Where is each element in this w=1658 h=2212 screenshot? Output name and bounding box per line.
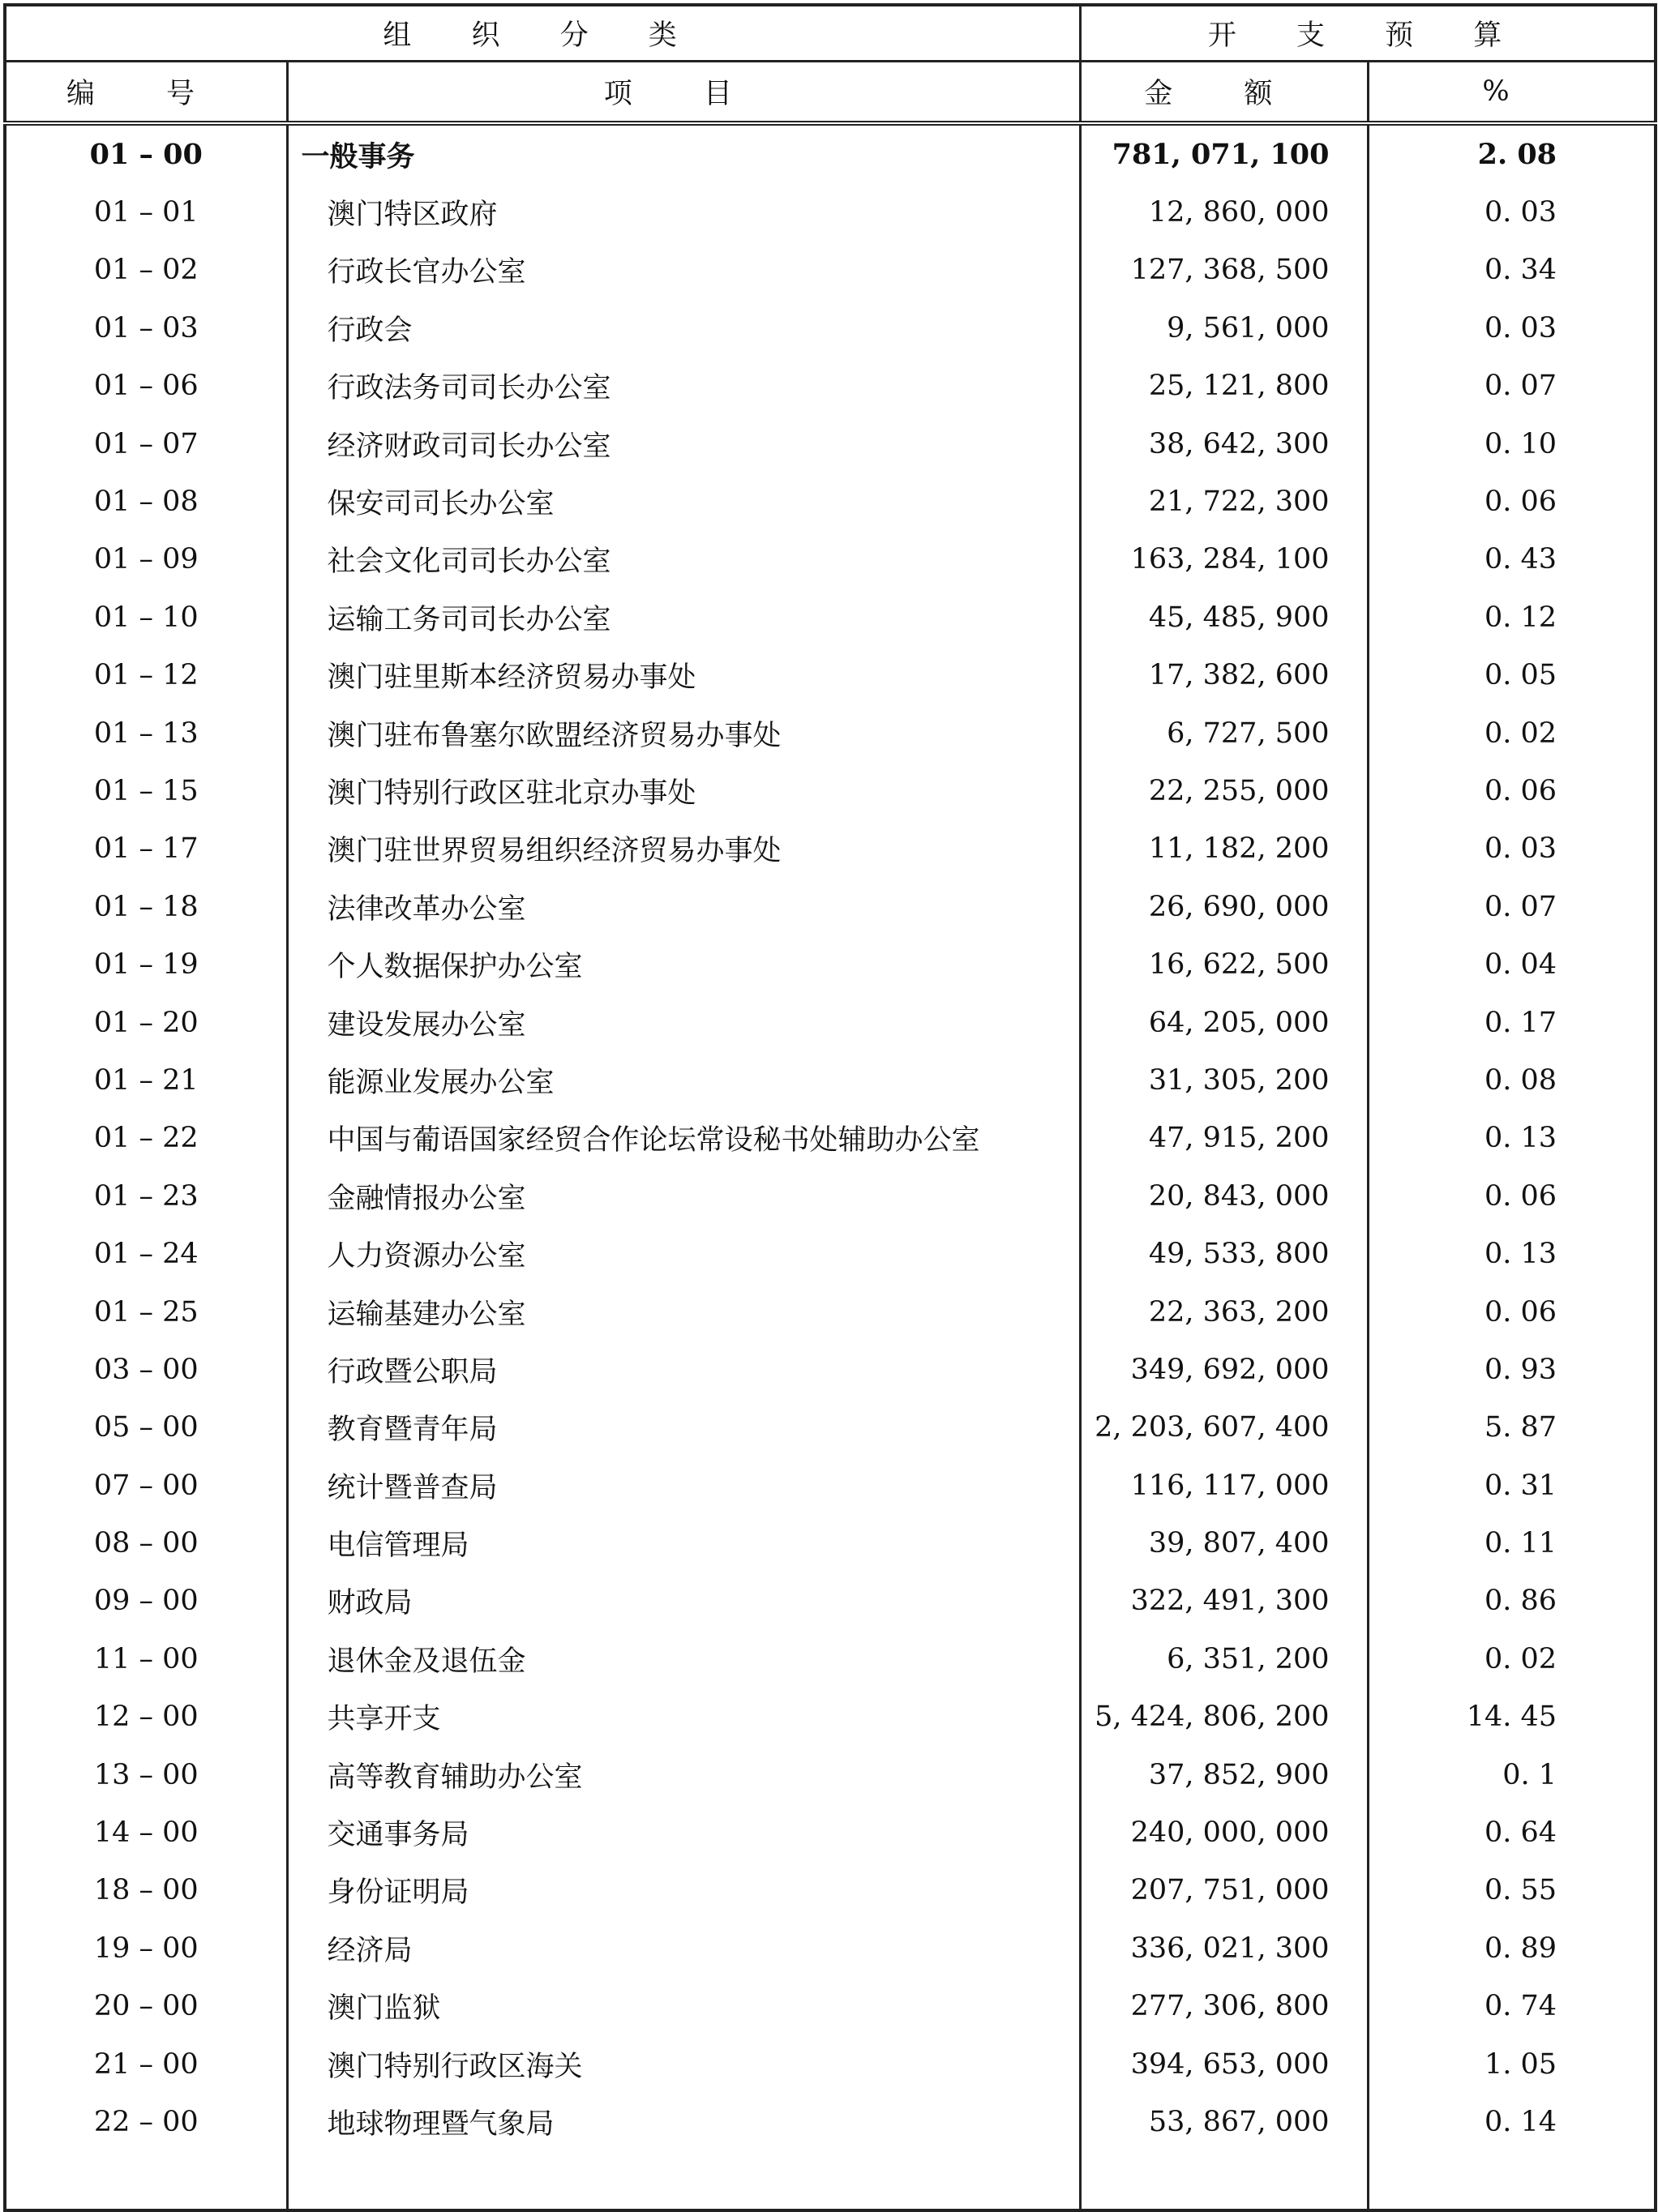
row-item: 电信管理局 — [287, 1514, 1080, 1572]
row-amount: 6, 351, 200 — [1080, 1630, 1368, 1688]
row-item: 一般事务 — [287, 123, 1080, 183]
table-row — [5, 2035, 1656, 2093]
row-percent — [1368, 2151, 1656, 2210]
table-row — [5, 299, 1656, 357]
row-code: 18 – 00 — [5, 1862, 287, 1919]
table-row — [5, 415, 1656, 473]
row-percent: 0. 14 — [1368, 2093, 1656, 2150]
row-percent: 0. 64 — [1368, 1803, 1656, 1861]
row-code: 01 – 00 — [5, 123, 287, 183]
row-item: 建设发展办公室 — [287, 994, 1080, 1051]
row-amount: 39, 807, 400 — [1080, 1514, 1368, 1572]
row-percent: 0. 17 — [1368, 994, 1656, 1051]
table-row — [5, 1051, 1656, 1109]
header-column-row — [5, 62, 1656, 124]
row-amount: 17, 382, 600 — [1080, 647, 1368, 704]
row-percent: 2. 08 — [1368, 123, 1656, 183]
row-item: 经济局 — [287, 1919, 1080, 1977]
row-item: 澳门驻布鲁塞尔欧盟经济贸易办事处 — [287, 704, 1080, 762]
row-percent: 0. 13 — [1368, 1225, 1656, 1282]
table-row — [5, 1225, 1656, 1282]
table-row — [5, 123, 1656, 183]
row-percent: 5. 87 — [1368, 1399, 1656, 1457]
row-code: 01 – 10 — [5, 588, 287, 646]
row-amount: 64, 205, 000 — [1080, 994, 1368, 1051]
table-row — [5, 1572, 1656, 1630]
table-row — [5, 242, 1656, 299]
row-code: 07 – 00 — [5, 1457, 287, 1514]
row-item: 经济财政司司长办公室 — [287, 415, 1080, 473]
row-item: 财政局 — [287, 1572, 1080, 1630]
row-item: 金融情报办公室 — [287, 1167, 1080, 1225]
row-amount: 207, 751, 000 — [1080, 1862, 1368, 1919]
table-row — [5, 357, 1656, 415]
row-code: 01 – 23 — [5, 1167, 287, 1225]
row-item — [287, 2151, 1080, 2210]
table-row — [5, 1399, 1656, 1457]
row-code: 01 – 08 — [5, 473, 287, 530]
row-item: 澳门监狱 — [287, 1978, 1080, 2035]
row-amount: 6, 727, 500 — [1080, 704, 1368, 762]
table-row — [5, 820, 1656, 878]
row-amount: 21, 722, 300 — [1080, 473, 1368, 530]
row-percent: 0. 13 — [1368, 1110, 1656, 1167]
table-row — [5, 1341, 1656, 1398]
row-code: 01 – 20 — [5, 994, 287, 1051]
row-code: 01 – 24 — [5, 1225, 287, 1282]
row-item: 澳门特区政府 — [287, 183, 1080, 241]
table-row — [5, 531, 1656, 588]
row-amount: 116, 117, 000 — [1080, 1457, 1368, 1514]
row-amount: 22, 363, 200 — [1080, 1283, 1368, 1341]
row-item: 能源业发展办公室 — [287, 1051, 1080, 1109]
row-percent: 0. 89 — [1368, 1919, 1656, 1977]
table-row — [5, 1919, 1656, 1977]
row-percent: 0. 04 — [1368, 935, 1656, 993]
row-code: 01 – 07 — [5, 415, 287, 473]
row-percent: 0. 86 — [1368, 1572, 1656, 1630]
row-code: 09 – 00 — [5, 1572, 287, 1630]
row-item: 人力资源办公室 — [287, 1225, 1080, 1282]
row-amount: 26, 690, 000 — [1080, 878, 1368, 935]
row-code: 01 – 03 — [5, 299, 287, 357]
table-row — [5, 2093, 1656, 2150]
expenditure-budget-header: 开 支 预 算 — [1080, 5, 1656, 62]
row-percent: 0. 74 — [1368, 1978, 1656, 2035]
row-amount: 240, 000, 000 — [1080, 1803, 1368, 1861]
row-item: 法律改革办公室 — [287, 878, 1080, 935]
row-percent: 0. 93 — [1368, 1341, 1656, 1398]
row-item: 身份证明局 — [287, 1862, 1080, 1919]
row-code: 01 – 19 — [5, 935, 287, 993]
row-code: 01 – 02 — [5, 242, 287, 299]
table-row — [5, 183, 1656, 241]
row-percent: 0. 06 — [1368, 1167, 1656, 1225]
row-percent: 0. 03 — [1368, 299, 1656, 357]
row-code: 01 – 15 — [5, 762, 287, 819]
row-code: 11 – 00 — [5, 1630, 287, 1688]
row-item: 运输工务司司长办公室 — [287, 588, 1080, 646]
table-row — [5, 1746, 1656, 1803]
row-percent: 0. 11 — [1368, 1514, 1656, 1572]
table-row — [5, 1457, 1656, 1514]
row-item: 澳门驻里斯本经济贸易办事处 — [287, 647, 1080, 704]
percent-column-header: % — [1368, 62, 1656, 124]
table-row — [5, 588, 1656, 646]
table-row — [5, 994, 1656, 1051]
row-item: 运输基建办公室 — [287, 1283, 1080, 1341]
table-row — [5, 1110, 1656, 1167]
row-code: 21 – 00 — [5, 2035, 287, 2093]
row-code: 22 – 00 — [5, 2093, 287, 2150]
row-amount: 47, 915, 200 — [1080, 1110, 1368, 1167]
row-amount: 20, 843, 000 — [1080, 1167, 1368, 1225]
table-row — [5, 1978, 1656, 2035]
row-percent: 1. 05 — [1368, 2035, 1656, 2093]
row-percent: 0. 02 — [1368, 704, 1656, 762]
row-code: 01 – 13 — [5, 704, 287, 762]
row-item: 退休金及退伍金 — [287, 1630, 1080, 1688]
row-item: 地球物理暨气象局 — [287, 2093, 1080, 2150]
header-group-row — [5, 5, 1656, 62]
row-code: 01 – 01 — [5, 183, 287, 241]
row-percent: 0. 06 — [1368, 762, 1656, 819]
row-amount: 25, 121, 800 — [1080, 357, 1368, 415]
row-amount: 49, 533, 800 — [1080, 1225, 1368, 1282]
row-code: 13 – 00 — [5, 1746, 287, 1803]
row-amount: 9, 561, 000 — [1080, 299, 1368, 357]
row-percent: 0. 12 — [1368, 588, 1656, 646]
row-code: 01 – 17 — [5, 820, 287, 878]
row-item: 高等教育辅助办公室 — [287, 1746, 1080, 1803]
table-row — [5, 762, 1656, 819]
row-percent: 0. 34 — [1368, 242, 1656, 299]
row-amount: 37, 852, 900 — [1080, 1746, 1368, 1803]
row-amount: 45, 485, 900 — [1080, 588, 1368, 646]
row-amount: 16, 622, 500 — [1080, 935, 1368, 993]
row-code: 01 – 22 — [5, 1110, 287, 1167]
row-code: 01 – 09 — [5, 531, 287, 588]
row-percent: 0. 03 — [1368, 820, 1656, 878]
code-column-header: 编 号 — [5, 62, 287, 124]
row-item: 教育暨青年局 — [287, 1399, 1080, 1457]
row-percent: 0. 07 — [1368, 357, 1656, 415]
row-item: 行政法务司司长办公室 — [287, 357, 1080, 415]
table-row — [5, 1283, 1656, 1341]
row-amount — [1080, 2151, 1368, 2210]
budget-table — [3, 3, 1657, 2212]
row-amount: 394, 653, 000 — [1080, 2035, 1368, 2093]
row-item: 统计暨普查局 — [287, 1457, 1080, 1514]
table-row — [5, 1688, 1656, 1746]
row-code: 08 – 00 — [5, 1514, 287, 1572]
row-amount: 53, 867, 000 — [1080, 2093, 1368, 2150]
row-code: 01 – 06 — [5, 357, 287, 415]
amount-column-header: 金 额 — [1080, 62, 1368, 124]
row-item: 行政长官办公室 — [287, 242, 1080, 299]
row-item: 澳门特别行政区海关 — [287, 2035, 1080, 2093]
row-item: 共享开支 — [287, 1688, 1080, 1746]
row-code: 05 – 00 — [5, 1399, 287, 1457]
row-item: 交通事务局 — [287, 1803, 1080, 1861]
table-row — [5, 1514, 1656, 1572]
row-percent: 0. 02 — [1368, 1630, 1656, 1688]
organization-classification-header: 组 织 分 类 — [5, 5, 1080, 62]
row-amount: 322, 491, 300 — [1080, 1572, 1368, 1630]
row-code — [5, 2151, 287, 2210]
row-percent: 0. 03 — [1368, 183, 1656, 241]
row-amount: 781, 071, 100 — [1080, 123, 1368, 183]
table-row — [5, 878, 1656, 935]
row-percent: 0. 08 — [1368, 1051, 1656, 1109]
row-code: 01 – 12 — [5, 647, 287, 704]
row-code: 03 – 00 — [5, 1341, 287, 1398]
row-percent: 0. 43 — [1368, 531, 1656, 588]
row-amount: 11, 182, 200 — [1080, 820, 1368, 878]
row-code: 14 – 00 — [5, 1803, 287, 1861]
row-item: 保安司司长办公室 — [287, 473, 1080, 530]
row-amount: 336, 021, 300 — [1080, 1919, 1368, 1977]
row-amount: 22, 255, 000 — [1080, 762, 1368, 819]
row-item: 中国与葡语国家经贸合作论坛常设秘书处辅助办公室 — [287, 1110, 1080, 1167]
row-amount: 277, 306, 800 — [1080, 1978, 1368, 2035]
row-amount: 5, 424, 806, 200 — [1080, 1688, 1368, 1746]
row-item: 社会文化司司长办公室 — [287, 531, 1080, 588]
table-row — [5, 935, 1656, 993]
table-body — [5, 123, 1656, 2210]
row-percent: 0. 07 — [1368, 878, 1656, 935]
row-item: 澳门特别行政区驻北京办事处 — [287, 762, 1080, 819]
row-amount: 31, 305, 200 — [1080, 1051, 1368, 1109]
row-code: 19 – 00 — [5, 1919, 287, 1977]
row-code: 01 – 18 — [5, 878, 287, 935]
table-row — [5, 704, 1656, 762]
row-amount: 12, 860, 000 — [1080, 183, 1368, 241]
row-percent: 0. 05 — [1368, 647, 1656, 704]
table-row — [5, 1630, 1656, 1688]
table-row — [5, 2151, 1656, 2210]
row-percent: 0. 06 — [1368, 1283, 1656, 1341]
row-code: 12 – 00 — [5, 1688, 287, 1746]
item-column-header: 项 目 — [287, 62, 1080, 124]
row-item: 个人数据保护办公室 — [287, 935, 1080, 993]
table-row — [5, 1803, 1656, 1861]
table-row — [5, 473, 1656, 530]
row-code: 01 – 25 — [5, 1283, 287, 1341]
row-percent: 0. 10 — [1368, 415, 1656, 473]
row-code: 01 – 21 — [5, 1051, 287, 1109]
row-percent: 0. 55 — [1368, 1862, 1656, 1919]
row-item: 行政会 — [287, 299, 1080, 357]
row-amount: 2, 203, 607, 400 — [1080, 1399, 1368, 1457]
row-amount: 163, 284, 100 — [1080, 531, 1368, 588]
row-code: 20 – 00 — [5, 1978, 287, 2035]
row-percent: 0. 06 — [1368, 473, 1656, 530]
table-row — [5, 647, 1656, 704]
row-amount: 38, 642, 300 — [1080, 415, 1368, 473]
row-amount: 349, 692, 000 — [1080, 1341, 1368, 1398]
row-percent: 14. 45 — [1368, 1688, 1656, 1746]
row-percent: 0. 31 — [1368, 1457, 1656, 1514]
table-row — [5, 1862, 1656, 1919]
table-row — [5, 1167, 1656, 1225]
row-amount: 127, 368, 500 — [1080, 242, 1368, 299]
row-item: 澳门驻世界贸易组织经济贸易办事处 — [287, 820, 1080, 878]
row-item: 行政暨公职局 — [287, 1341, 1080, 1398]
row-percent: 0. 1 — [1368, 1746, 1656, 1803]
